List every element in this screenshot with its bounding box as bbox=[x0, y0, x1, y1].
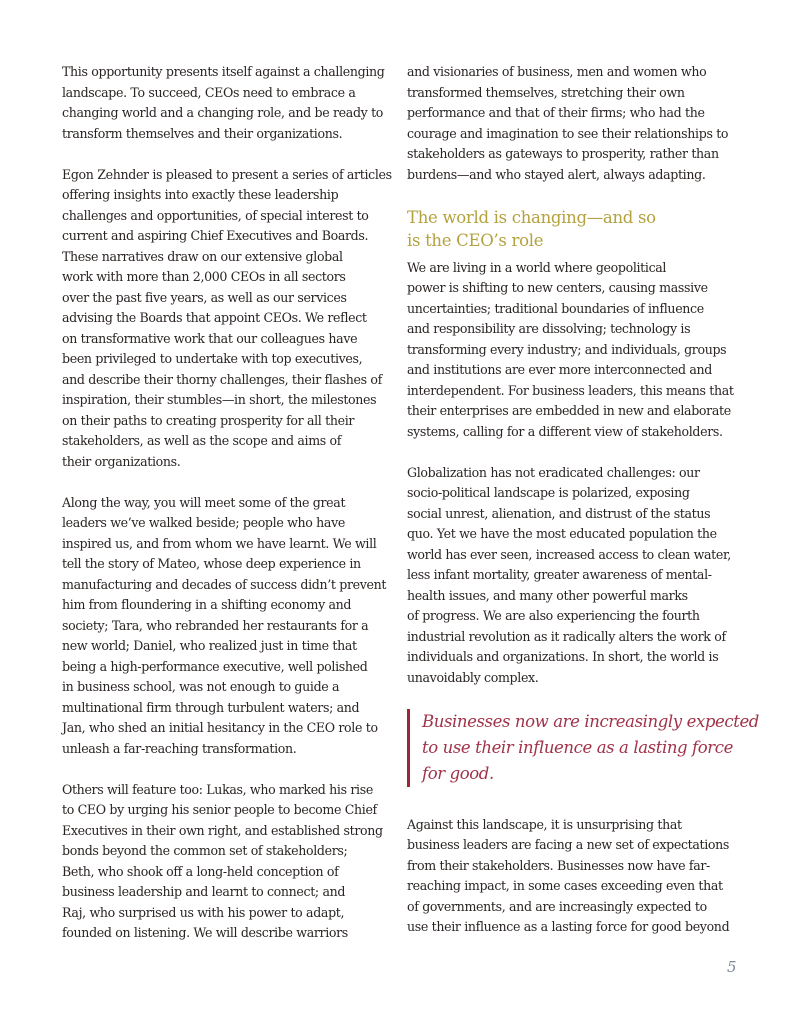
text-line: use their influence as a lasting force for good beyond bbox=[407, 919, 730, 934]
text-line: is the CEO’s role bbox=[407, 230, 544, 250]
text-line: their organizations. bbox=[62, 453, 181, 469]
text-line: transform themselves and their organizations. bbox=[62, 125, 343, 141]
text-line: and institutions are ever more interconnected and bbox=[407, 362, 712, 377]
text-line: transforming every industry; and individuals, groups bbox=[407, 341, 727, 357]
text-line: and describe their thorny challenges, their flashes of bbox=[62, 371, 382, 387]
text-line: social unrest, alienation, and distrust of the status bbox=[407, 505, 711, 521]
text-line: Beth, who shook off a long-held conception of bbox=[62, 863, 339, 879]
text-line: systems, calling for a different view of stakeholders. bbox=[407, 423, 723, 439]
text-line: Businesses now are increasingly expected bbox=[422, 711, 759, 731]
text-line: Jan, who shed an initial hesitancy in the CEO role to bbox=[62, 720, 378, 735]
text-line: This opportunity presents itself against a challenging bbox=[62, 64, 385, 79]
text-line: challenges and opportunities, of special interest to bbox=[62, 207, 369, 223]
text-line: multinational firm through turbulent waters; and bbox=[62, 699, 360, 715]
text-line: bonds beyond the common set of stakeholders; bbox=[62, 843, 348, 858]
text-line: manufacturing and decades of success didn’t prevent bbox=[62, 576, 387, 592]
text-line: founded on listening. We will describe warriors bbox=[62, 925, 348, 940]
text-line: business leadership and learnt to connect; and bbox=[62, 884, 346, 899]
text-line: advising the Boards that appoint CEOs. We reflect bbox=[62, 310, 367, 325]
page-number: 5 bbox=[727, 958, 737, 976]
text-line: Globalization has not eradicated challenges: our bbox=[407, 464, 700, 480]
paragraph-others-feature bbox=[62, 780, 402, 944]
text-line: new world; Daniel, who realized just in time that bbox=[62, 638, 357, 653]
text-line: The world is changing—and so bbox=[407, 207, 656, 227]
text-line: been privileged to undertake with top executives, bbox=[62, 351, 363, 366]
text-line: tell the story of Mateo, whose deep experience in bbox=[62, 556, 361, 571]
text-line: Against this landscape, it is unsurprising that bbox=[407, 816, 682, 832]
text-line: to use their influence as a lasting force bbox=[422, 737, 733, 757]
text-line: their enterprises are embedded in new and elaborate bbox=[407, 403, 731, 418]
paragraph-leaders-stories bbox=[62, 493, 402, 760]
text-line: being a high-performance executive, well polished bbox=[62, 658, 368, 674]
text-line: on their paths to creating prosperity for all their bbox=[62, 412, 355, 428]
text-line: These narratives draw on our extensive global bbox=[62, 248, 343, 264]
text-line: uncertainties; traditional boundaries of influence bbox=[407, 300, 704, 316]
text-line: stakeholders as gateways to prosperity, rather than bbox=[407, 146, 719, 161]
paragraph-globalization bbox=[407, 463, 747, 689]
text-line: current and aspiring Chief Executives and Boards. bbox=[62, 228, 369, 243]
text-line: We are living in a world where geopolitical bbox=[407, 259, 667, 275]
text-line: Others will feature too: Lukas, who marked his rise bbox=[62, 781, 373, 797]
text-line: and responsibility are dissolving; technology is bbox=[407, 321, 691, 336]
text-line: changing world and a changing role, and be ready to bbox=[62, 105, 384, 120]
text-line: offering insights into exactly these leadership bbox=[62, 187, 339, 202]
text-line: inspiration, their stumbles—in short, the milestones bbox=[62, 392, 377, 407]
text-line: Raj, who surprised us with his power to adapt, bbox=[62, 904, 345, 920]
text-line: quo. Yet we have the most educated population the bbox=[407, 526, 717, 541]
left-column bbox=[62, 62, 402, 964]
text-line: individuals and organizations. In short, the world is bbox=[407, 649, 719, 664]
text-line: unleash a far-reaching transformation. bbox=[62, 740, 297, 756]
pull-quote bbox=[407, 709, 759, 787]
text-line: on transformative work that our colleagues have bbox=[62, 330, 358, 346]
text-line: for good. bbox=[422, 763, 494, 783]
text-line: Egon Zehnder is pleased to present a series of articles bbox=[62, 166, 392, 182]
text-line: socio-political landscape is polarized, exposing bbox=[407, 485, 690, 500]
text-line: power is shifting to new centers, causing massive bbox=[407, 280, 708, 295]
text-line: in business school, was not enough to guide a bbox=[62, 679, 340, 694]
text-line: interdependent. For business leaders, this means that bbox=[407, 382, 734, 398]
text-line: reaching impact, in some cases exceeding even that bbox=[407, 878, 723, 893]
text-line: Executives in their own right, and established strong bbox=[62, 822, 383, 838]
text-line: business leaders are facing a new set of expectations bbox=[407, 837, 730, 852]
text-line: courage and imagination to see their relationships to bbox=[407, 125, 729, 141]
text-line: Along the way, you will meet some of the great bbox=[62, 494, 346, 510]
text-line: health issues, and many other powerful marks bbox=[407, 587, 688, 603]
text-line: him from floundering in a shifting economy and bbox=[62, 597, 352, 612]
paragraph-egon-zehnder-series bbox=[62, 165, 402, 473]
text-line: of governments, and are increasingly expected to bbox=[407, 898, 707, 914]
paragraph-opportunity bbox=[62, 62, 402, 144]
paragraph-against-landscape bbox=[407, 815, 747, 938]
text-line: transformed themselves, stretching their own bbox=[407, 84, 685, 100]
text-line: landscape. To succeed, CEOs need to embrace a bbox=[62, 84, 356, 100]
text-line: unavoidably complex. bbox=[407, 669, 539, 685]
section-heading bbox=[407, 206, 747, 252]
text-line: and visionaries of business, men and women who bbox=[407, 64, 707, 79]
paragraph-geopolitical bbox=[407, 258, 747, 443]
text-line: inspired us, and from whom we have learnt. We will bbox=[62, 535, 377, 551]
text-line: leaders we’ve walked beside; people who have bbox=[62, 515, 345, 530]
text-line: burdens—and who stayed alert, always adapting. bbox=[407, 166, 706, 182]
text-line: society; Tara, who rebranded her restaurants for a bbox=[62, 617, 369, 633]
text-line: world has ever seen, increased access to clean water, bbox=[407, 546, 731, 562]
text-line: industrial revolution as it radically alters the work of bbox=[407, 628, 726, 644]
right-column bbox=[407, 62, 759, 958]
text-line: performance and that of their firms; who had the bbox=[407, 105, 705, 120]
text-line: less infant mortality, greater awareness of mental- bbox=[407, 567, 712, 582]
text-line: of progress. We are also experiencing the fourth bbox=[407, 608, 700, 623]
text-line: work with more than 2,000 CEOs in all sectors bbox=[62, 269, 346, 284]
text-line: over the past five years, as well as our services bbox=[62, 289, 347, 305]
paragraph-visionaries bbox=[407, 62, 747, 185]
text-line: stakeholders, as well as the scope and aims of bbox=[62, 433, 342, 448]
text-line: from their stakeholders. Businesses now have far- bbox=[407, 857, 710, 873]
text-line: to CEO by urging his senior people to become Chief bbox=[62, 802, 377, 817]
